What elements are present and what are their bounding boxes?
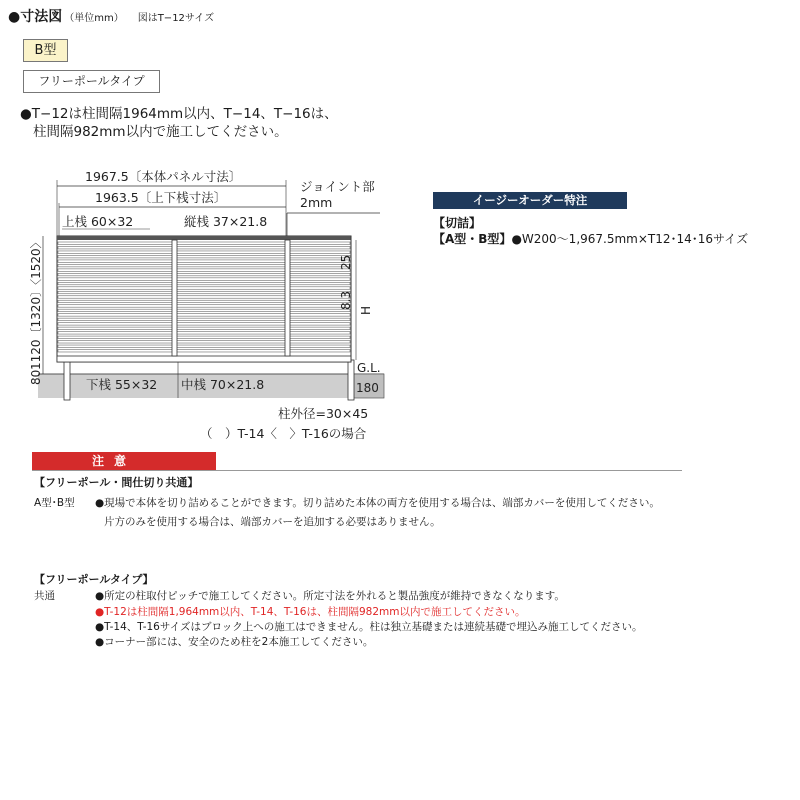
caution-section1-title: 【フリーポール・間仕切り共通】: [34, 476, 199, 489]
fence-slat: [58, 282, 350, 284]
caution-section2-label: 共通: [34, 590, 55, 602]
caution-section2-line: ●コーナー部には、安全のため柱を2本施工してください。: [95, 636, 374, 648]
bottom-rail-label: 下桟 55×32: [86, 377, 158, 392]
easy-order-header: イージーオーダー特注: [433, 192, 627, 209]
fence-slat: [58, 246, 350, 248]
fence-slat: [58, 269, 350, 271]
rail-width-label: 1963.5〔上下桟寸法〕: [95, 190, 227, 205]
type-badge: B型: [23, 39, 68, 62]
fence-slat: [58, 336, 350, 338]
fence-slat: [58, 350, 350, 352]
type-box: フリーポールタイプ: [23, 70, 160, 93]
middle-bar: [172, 240, 177, 356]
gl-label: G.L.: [357, 361, 381, 375]
easy-order-spec-line: [433, 230, 748, 247]
fence-slat: [58, 314, 350, 316]
fence-slat: [58, 341, 350, 343]
caution-section1-line2: 片方のみを使用する場合は、端部カバーを追加する必要はありません。: [104, 516, 441, 528]
fence-slat: [58, 273, 350, 275]
fence-slat: [58, 287, 350, 289]
fence-slat: [58, 291, 350, 293]
top-rail-label: 上桟 60×32: [62, 214, 134, 229]
caution-section1-label: A型･B型: [34, 497, 75, 509]
fence-slat: [58, 305, 350, 307]
intro-line-2: 柱間隔982mm以内で施工してください。: [33, 124, 288, 140]
panel-width-label: 1967.5〔本体パネル寸法〕: [85, 169, 242, 184]
joint-size: 2mm: [300, 195, 333, 210]
base-80-label: 80: [29, 369, 43, 385]
fence-slat: [58, 296, 350, 298]
caution-section1-line1: ●現場で本体を切り詰めることができます。切り詰めた本体の両方を使用する場合は、端部カバーを使用してください。: [95, 497, 660, 509]
caution-section2-line: ●T-14、T-16サイズはブロック上への施工はできません。柱は独立基礎または連続基礎で埋込み施工してください。: [95, 621, 643, 633]
post-left: [64, 360, 70, 400]
heading-note: 図はT−12サイズ: [137, 13, 215, 24]
heading-unit: （単位mm）: [64, 13, 124, 24]
post-right: [348, 360, 354, 400]
heading-title: ●寸法図: [8, 9, 63, 25]
fence-slat: [58, 327, 350, 329]
gap-8-3-label: 8.3: [339, 290, 353, 310]
easy-order-cut-title: 【切詰】: [433, 216, 482, 230]
middle-bar-label: 中桟 70×21.8: [181, 377, 265, 392]
easy-order-types: 【A型・B型】: [433, 232, 512, 246]
size-legend: （ ）T-14〈 〉T-16の場合: [200, 426, 367, 441]
caution-rule: [32, 470, 682, 471]
joint-label: ジョイント部: [300, 179, 375, 194]
vertical-bar-label: 縦桟 37×21.8: [184, 214, 268, 229]
fence-slat: [58, 309, 350, 311]
post-size-label: 柱外径=30×45: [278, 406, 369, 421]
joint-bar: [285, 240, 290, 356]
fence-slat: [58, 264, 350, 266]
easy-order-spec: ●W200〜1,967.5mm×T12･14･16サイズ: [511, 232, 749, 246]
fence-slat: [58, 242, 350, 244]
gap-25-label: 25: [339, 254, 353, 270]
height-h-label: H: [359, 305, 373, 315]
fence-slat: [58, 255, 350, 257]
caution-section2-title: 【フリーポールタイプ】: [34, 573, 154, 586]
fence-slat: [58, 300, 350, 302]
fence-slat: [58, 318, 350, 320]
fence-slat: [58, 251, 350, 253]
caution-section2-line-warning: ●T-12は柱間隔1,964mm以内、T-14、T-16は、柱間隔982mm以内で施工してください。: [95, 606, 526, 618]
fence-slat: [58, 323, 350, 325]
fence-slat: [58, 332, 350, 334]
fence-slat: [58, 278, 350, 280]
embed-180-label: 180: [356, 381, 379, 395]
bottom-rail: [57, 356, 351, 362]
fence-slat: [58, 260, 350, 262]
intro-line-1: ●T−12は柱間隔1964mm以内、T−14、T−16は、: [20, 106, 338, 122]
caution-bar: 注意: [32, 452, 216, 470]
fence-slat: [58, 345, 350, 347]
caution-section2-line: ●所定の柱取付ピッチで施工してください。所定寸法を外れると製品強度が維持できなくなります。: [95, 590, 565, 602]
top-rail: [57, 236, 351, 240]
height-left-label: 1120〔1320〕〈1520〉: [29, 236, 43, 370]
